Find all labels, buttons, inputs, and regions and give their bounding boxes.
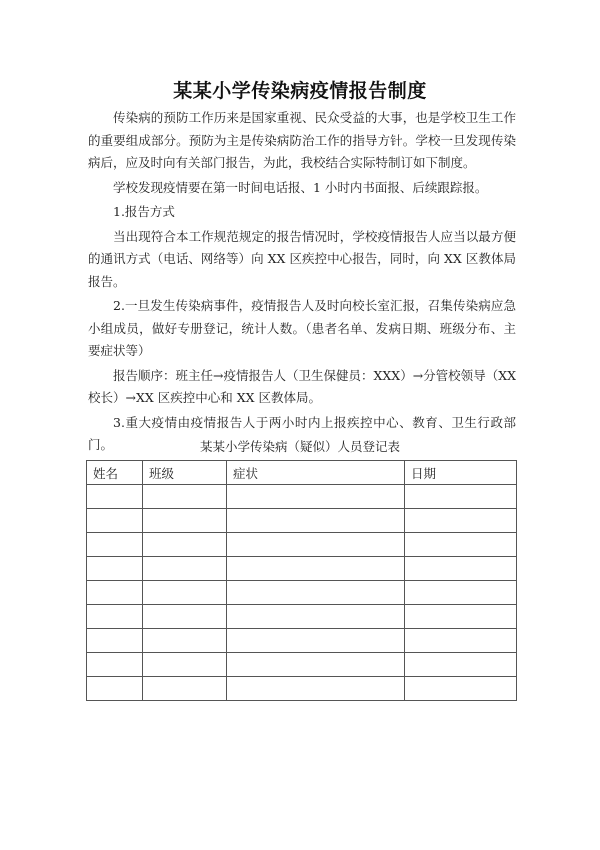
paragraph-incident-response: 2.一旦发生传染病事件，疫情报告人及时向校长室汇报，召集传染病应急小组成员，做好专册登记，统计人数。（患者名单、发病日期、班级分布、主要症状等） bbox=[88, 298, 516, 358]
table-cell bbox=[143, 533, 227, 557]
table-cell bbox=[143, 677, 227, 701]
section-heading-reporting-method: 1.报告方式 bbox=[113, 204, 175, 219]
table-row bbox=[87, 629, 517, 653]
table-caption: 某某小学传染病（疑似）人员登记表 bbox=[199, 439, 400, 454]
table-cell bbox=[87, 581, 143, 605]
table-row bbox=[87, 485, 517, 509]
table-cell bbox=[227, 605, 405, 629]
table-cell bbox=[227, 677, 405, 701]
table-cell bbox=[143, 485, 227, 509]
table-cell bbox=[87, 605, 143, 629]
table-cell bbox=[87, 557, 143, 581]
table-cell bbox=[405, 557, 517, 581]
table-cell bbox=[405, 629, 517, 653]
table-cell bbox=[405, 485, 517, 509]
table-cell bbox=[405, 509, 517, 533]
table-cell bbox=[227, 629, 405, 653]
table-cell bbox=[405, 533, 517, 557]
table-cell bbox=[143, 509, 227, 533]
table-body bbox=[87, 485, 517, 701]
table-cell bbox=[405, 653, 517, 677]
table-cell bbox=[87, 653, 143, 677]
header-date: 日期 bbox=[405, 461, 517, 485]
table-cell bbox=[143, 629, 227, 653]
table-cell bbox=[405, 605, 517, 629]
table-row bbox=[87, 533, 517, 557]
header-class: 班级 bbox=[143, 461, 227, 485]
table-cell bbox=[227, 557, 405, 581]
paragraph-reporting-order: 报告顺序：班主任→疫情报告人（卫生保健员：XXX）→分管校领导（XX 校长）→XX 区疾控中心和 XX 区教体局。 bbox=[88, 367, 516, 405]
paragraph-intro: 传染病的预防工作历来是国家重视、民众受益的大事，也是学校卫生工作的重要组成部分。预防为主是传染病防治工作的指导方针。学校一旦发现传染病后，应及时向有关部门报告，为此，我校结合实际特制订如下制度。 bbox=[88, 110, 516, 170]
table-cell bbox=[143, 605, 227, 629]
table-cell bbox=[87, 485, 143, 509]
table-cell bbox=[405, 581, 517, 605]
table-cell bbox=[143, 581, 227, 605]
table-cell bbox=[143, 557, 227, 581]
paragraph-reporting-timeline: 学校发现疫情要在第一时间电话报、1 小时内书面报、后续跟踪报。 bbox=[113, 179, 488, 195]
table-row bbox=[87, 581, 517, 605]
table-row bbox=[87, 677, 517, 701]
table-cell bbox=[227, 485, 405, 509]
paragraph-major-outbreak: 3.重大疫情由疫情报告人于两小时内上报疾控中心、教育、卫生行政部门。 bbox=[88, 414, 516, 452]
table-cell bbox=[227, 653, 405, 677]
table-cell bbox=[87, 533, 143, 557]
table-cell bbox=[227, 533, 405, 557]
table-row bbox=[87, 509, 517, 533]
table-cell bbox=[227, 509, 405, 533]
table-cell bbox=[405, 677, 517, 701]
header-symptoms: 症状 bbox=[227, 461, 405, 485]
table-cell bbox=[87, 677, 143, 701]
table-row bbox=[87, 605, 517, 629]
header-name: 姓名 bbox=[87, 461, 143, 485]
table-cell bbox=[87, 629, 143, 653]
table-header-row bbox=[87, 461, 517, 485]
table-cell bbox=[87, 509, 143, 533]
document-title: 某某小学传染病疫情报告制度 bbox=[173, 80, 427, 102]
table-cell bbox=[143, 653, 227, 677]
paragraph-reporting-method: 当出现符合本工作规范规定的报告情况时，学校疫情报告人应当以最方便的通讯方式（电话、网络等）向 XX 区疾控中心报告，同时，向 XX 区教体局报告。 bbox=[88, 228, 516, 289]
registration-table bbox=[86, 460, 517, 701]
document-body bbox=[88, 107, 516, 459]
table-row bbox=[87, 557, 517, 581]
table-row bbox=[87, 653, 517, 677]
table-cell bbox=[227, 581, 405, 605]
